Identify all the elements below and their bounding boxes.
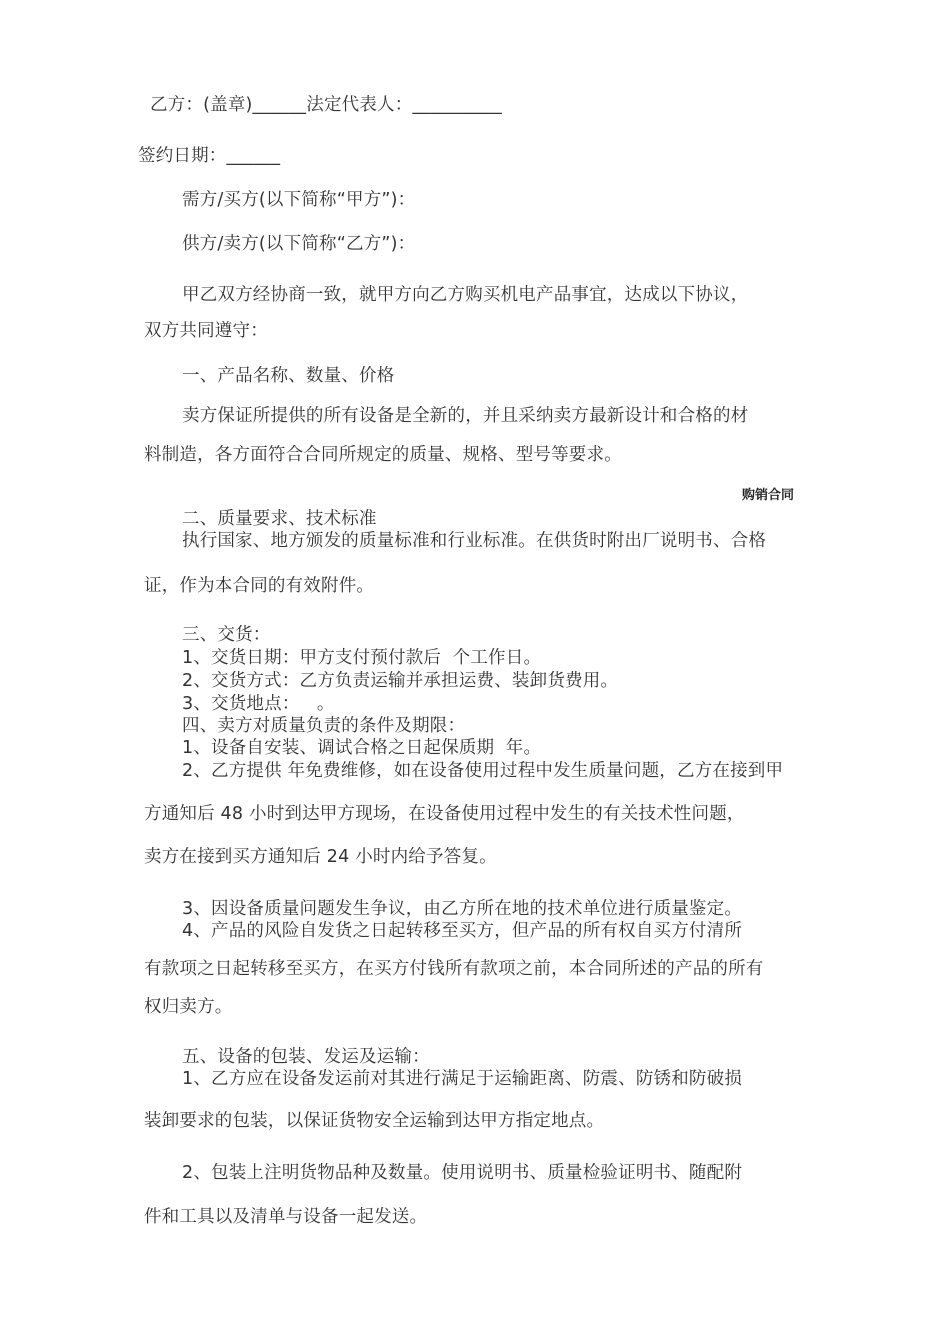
text-line: 证，作为本合同的有效附件。: [144, 576, 375, 596]
text-line: 3、交货地点： 。: [182, 694, 335, 714]
text-line: 需方/买方(以下简称“甲方”)：: [182, 190, 416, 210]
text-line: 乙方：(盖章)______法定代表人：__________: [150, 95, 502, 115]
text-line: 权归卖方。: [144, 997, 233, 1017]
section-heading: 五、设备的包装、发运及运输：: [182, 1047, 430, 1067]
section-heading: 三、交货：: [182, 625, 271, 645]
running-header: 购销合同: [742, 488, 795, 503]
text-line: 2、乙方提供 年免费维修，如在设备使用过程中发生质量问题，乙方在接到甲: [182, 761, 784, 781]
text-line: 装卸要求的包装，以保证货物安全运输到达甲方指定地点。: [144, 1111, 605, 1131]
text-line: 1、设备自安装、调试合格之日起保质期 年。: [182, 738, 542, 758]
text-line: 3、因设备质量问题发生争议，由乙方所在地的技术单位进行质量鉴定。: [182, 899, 743, 919]
text-line: 供方/卖方(以下简称“乙方”)：: [182, 234, 416, 254]
text-line: 2、交货方式：乙方负责运输并承担运费、装卸货费用。: [182, 671, 619, 691]
text-line: 卖方在接到买方通知后 24 小时内给予答复。: [144, 847, 497, 867]
text-line: 1、交货日期：甲方支付预付款后 个工作日。: [182, 648, 542, 668]
section-heading: 一、产品名称、数量、价格: [182, 366, 395, 386]
text-line: 件和工具以及清单与设备一起发送。: [144, 1207, 428, 1227]
text-line: 方通知后 48 小时到达甲方现场，在设备使用过程中发生的有关技术性问题，: [144, 804, 745, 824]
text-line: 卖方保证所提供的所有设备是全新的，并且采纳卖方最新设计和合格的材: [182, 406, 749, 426]
section-heading: 四、卖方对质量负责的条件及期限：: [182, 716, 466, 736]
text-line: 4、产品的风险自发货之日起转移至买方，但产品的所有权自买方付清所: [182, 921, 743, 941]
section-heading: 二、质量要求、技术标准: [182, 509, 377, 529]
text-line: 甲乙双方经协商一致，就甲方向乙方购买机电产品事宜，达成以下协议，: [182, 285, 749, 305]
text-line: 执行国家、地方颁发的质量标准和行业标准。在供货时附出厂说明书、合格: [182, 531, 767, 551]
text-line: 有款项之日起转移至买方，在买方付钱所有款项之前，本合同所述的产品的所有: [144, 959, 764, 979]
text-line: 签约日期：______: [138, 146, 281, 166]
text-line: 双方共同遵守：: [144, 321, 268, 341]
text-line: 料制造，各方面符合合同所规定的质量、规格、型号等要求。: [144, 445, 622, 465]
text-line: 2、包装上注明货物品种及数量。使用说明书、质量检验证明书、随配附: [182, 1163, 743, 1183]
text-line: 1、乙方应在设备发运前对其进行满足于运输距离、防震、防锈和防破损: [182, 1069, 743, 1089]
